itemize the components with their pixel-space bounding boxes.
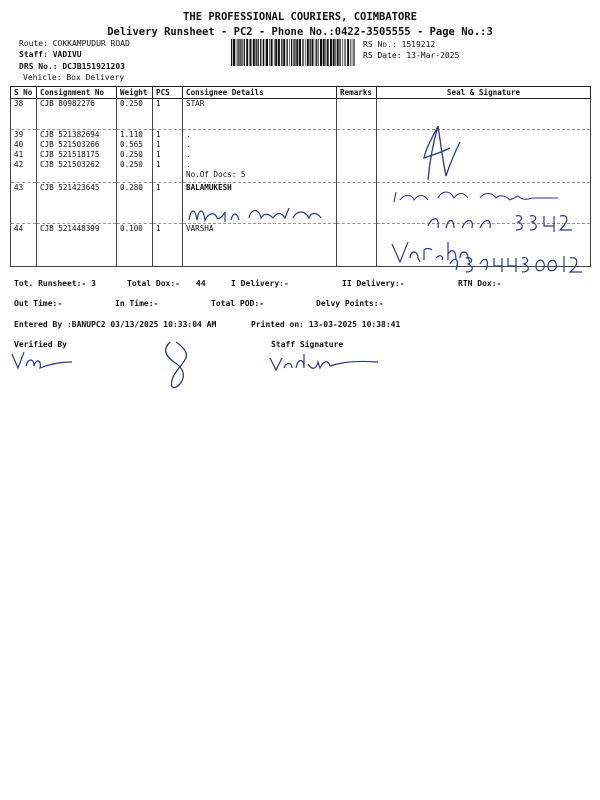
barcode-bar: [260, 39, 261, 66]
signature-43-seal: [388, 186, 588, 236]
cell-pcs: 1: [153, 150, 183, 160]
cell-sno: 44: [11, 224, 37, 235]
barcode-bar: [310, 39, 311, 66]
barcode-bar: [320, 39, 322, 66]
barcode-bar: [231, 39, 232, 66]
cell-details: .: [183, 160, 337, 170]
column-header-sno: S No: [11, 87, 37, 99]
total-pod: Total POD:-: [211, 299, 264, 308]
spacer-cell: [37, 193, 117, 224]
cell-pcs: 1: [153, 130, 183, 141]
barcode-bar: [269, 39, 270, 66]
barcode-bar: [354, 39, 355, 66]
staff-signature-label: Staff Signature: [271, 340, 344, 349]
spacer-cell: [37, 234, 117, 267]
column-header-consignment: Consignment No: [37, 87, 117, 99]
barcode-bar: [281, 39, 282, 66]
spacer-cell: [11, 234, 37, 267]
verified-by-label: Verified By: [14, 340, 67, 349]
barcode-bar: [287, 39, 288, 66]
barcode-bar: [237, 39, 238, 66]
cell-seal-signature: [377, 150, 591, 160]
entered-by: Entered By :BANUPC2 03/13/2025 10:33:04 AM: [14, 320, 217, 329]
cell-pcs: 1: [153, 140, 183, 150]
vehicle-field: Vehicle: Box Delivery: [23, 73, 125, 82]
i-delivery: I Delivery:-: [231, 279, 289, 288]
cell-cn: CJB 521503266: [37, 140, 117, 150]
cell-sno: 41: [11, 150, 37, 160]
cell-cn: CJB 521448399: [37, 224, 117, 235]
barcode-bar: [325, 39, 326, 66]
cell-remarks: [337, 130, 377, 141]
barcode-bar: [327, 39, 329, 66]
cell-wt: 0.250: [117, 99, 153, 130]
cell-cn: CJB 521423645: [37, 183, 117, 194]
cell-wt: 0.565: [117, 140, 153, 150]
barcode-bar: [265, 39, 266, 66]
cell-remarks: [337, 99, 377, 130]
barcode-bar: [337, 39, 339, 66]
barcode-bar: [238, 39, 239, 66]
signature-44-seal: [388, 236, 588, 274]
barcode-bar: [323, 39, 325, 66]
spacer-cell: [337, 170, 377, 183]
staff-field: Staff: VADIVU: [19, 50, 82, 59]
total-dox-value: 44: [196, 279, 206, 288]
barcode-bar: [271, 39, 273, 66]
printed-on: Printed on: 13-03-2025 10:38:41: [251, 320, 401, 329]
cell-details: .: [183, 130, 337, 141]
barcode-bar: [233, 39, 235, 66]
rs-number-field: RS No.: 1519212: [363, 40, 436, 49]
barcode-bar: [242, 39, 243, 66]
spacer-cell: [117, 234, 153, 267]
barcode-bar: [253, 39, 255, 66]
barcode-bar: [353, 39, 354, 66]
spacer-cell: [37, 170, 117, 183]
signature-group-39-42: [410, 118, 470, 188]
cell-sno: 42: [11, 160, 37, 170]
cell-wt: 1.110: [117, 130, 153, 141]
barcode-bar: [263, 39, 264, 66]
cell-pcs: 1: [153, 99, 183, 130]
spacer-cell: [337, 193, 377, 224]
doc-count-note: [183, 234, 337, 267]
signature-43-consignee: [185, 202, 335, 226]
barcode-bar: [339, 39, 340, 66]
cell-remarks: [337, 160, 377, 170]
total-runsheet: Tot. Runsheet:- 3: [14, 279, 96, 288]
cell-cn: CJB 521382694: [37, 130, 117, 141]
barcode-bar: [335, 39, 336, 66]
verified-by-signature: [10, 348, 80, 372]
cell-wt: 0.250: [117, 160, 153, 170]
cell-sno: 39: [11, 130, 37, 141]
cell-details: .: [183, 140, 337, 150]
spacer-cell: [337, 234, 377, 267]
barcode-bar: [299, 39, 301, 66]
cell-wt: 0.250: [117, 150, 153, 160]
cell-seal-signature: [377, 130, 591, 141]
barcode-bar: [244, 39, 245, 66]
barcode-bar: [330, 39, 332, 66]
column-header-weight: Weight: [117, 87, 153, 99]
barcode-bar: [289, 39, 290, 66]
cell-details: STAR: [183, 99, 337, 130]
barcode-bar: [294, 39, 295, 66]
delvy-points: Delvy Points:-: [316, 299, 384, 308]
cell-seal-signature: [377, 140, 591, 150]
cell-wt: 0.280: [117, 183, 153, 194]
table-row: [11, 99, 591, 130]
barcode-bar: [256, 39, 257, 66]
cell-cn: CJB 80982276: [37, 99, 117, 130]
cell-sno: 43: [11, 183, 37, 194]
barcode-bar: [240, 39, 241, 66]
barcode-bar: [296, 39, 298, 66]
table-row: [11, 160, 591, 170]
barcode-bar: [344, 39, 345, 66]
cell-pcs: 1: [153, 224, 183, 235]
cell-details: VARSHA: [183, 224, 337, 235]
cell-seal-signature: [377, 99, 591, 130]
out-time: Out Time:-: [14, 299, 63, 308]
barcode-bar: [278, 39, 280, 66]
rs-date-field: RS Date: 13-Mar-2025: [363, 51, 460, 60]
spacer-cell: [153, 193, 183, 224]
cell-details: .: [183, 150, 337, 160]
cell-remarks: [337, 224, 377, 235]
doc-count-note: No.Of Docs: 5: [183, 170, 337, 183]
barcode-image: [231, 39, 355, 66]
route-field: Route: COKKAMPUDUR ROAD: [19, 39, 130, 48]
spacer-cell: [153, 170, 183, 183]
barcode-bar: [333, 39, 335, 66]
cell-remarks: [337, 183, 377, 194]
barcode-bar: [246, 39, 248, 66]
barcode-bar: [312, 39, 314, 66]
table-row: [11, 140, 591, 150]
drs-number-field: DRS No.: DCJB151921203: [19, 62, 125, 71]
barcode-bar: [352, 39, 353, 66]
barcode-bar: [291, 39, 292, 66]
barcode-bar: [274, 39, 275, 66]
cell-cn: CJB 521503262: [37, 160, 117, 170]
barcode-bar: [316, 39, 317, 66]
ii-delivery: II Delivery:-: [342, 279, 405, 288]
spacer-cell: [11, 193, 37, 224]
cell-cn: CJB 521518175: [37, 150, 117, 160]
cell-remarks: [337, 150, 377, 160]
barcode-bar: [266, 39, 268, 66]
barcode-bar: [250, 39, 252, 66]
barcode-bar: [258, 39, 259, 66]
barcode-bar: [283, 39, 285, 66]
cell-remarks: [337, 140, 377, 150]
column-header-consignee: Consignee Details: [183, 87, 337, 99]
cell-pcs: 1: [153, 183, 183, 194]
table-row: [11, 150, 591, 160]
barcode-bar: [318, 39, 319, 66]
barcode-bar: [302, 39, 303, 66]
barcode-bar: [347, 39, 349, 66]
in-time: In Time:-: [115, 299, 159, 308]
barcode-bar: [275, 39, 277, 66]
barcode-bar: [293, 39, 294, 66]
barcode-bar: [307, 39, 309, 66]
spacer-cell: [117, 193, 153, 224]
barcode-bar: [236, 39, 237, 66]
cell-details: BALAMUKESH: [183, 183, 337, 194]
barcode-bar: [315, 39, 316, 66]
barcode-bar: [350, 39, 351, 66]
table-header-row: [11, 87, 591, 99]
table-row-spacer: [11, 170, 591, 183]
staff-signature: [268, 350, 383, 376]
cell-sno: 38: [11, 99, 37, 130]
runsheet-subtitle: Delivery Runsheet - PC2 - Phone No.:0422-3505555 - Page No.:3: [107, 26, 493, 38]
barcode-bar: [345, 39, 346, 66]
cell-wt: 0.100: [117, 224, 153, 235]
column-header-pcs: PCS: [153, 87, 183, 99]
column-header-remarks: Remarks: [337, 87, 377, 99]
cell-pcs: 1: [153, 160, 183, 170]
cell-sno: 40: [11, 140, 37, 150]
spacer-cell: [153, 234, 183, 267]
total-dox-label: Total Dox:-: [127, 279, 180, 288]
company-title: THE PROFESSIONAL COURIERS, COIMBATORE: [183, 11, 417, 23]
spacer-cell: [11, 170, 37, 183]
table-row: [11, 130, 591, 141]
spacer-cell: [117, 170, 153, 183]
middle-signature: [160, 338, 196, 394]
column-header-seal-signature: Seal & Signature: [377, 87, 591, 99]
barcode-bar: [342, 39, 343, 66]
spacer-cell: [377, 170, 591, 183]
cell-seal-signature: [377, 160, 591, 170]
rtn-dox: RTN Dox:-: [458, 279, 502, 288]
barcode-bar: [305, 39, 306, 66]
